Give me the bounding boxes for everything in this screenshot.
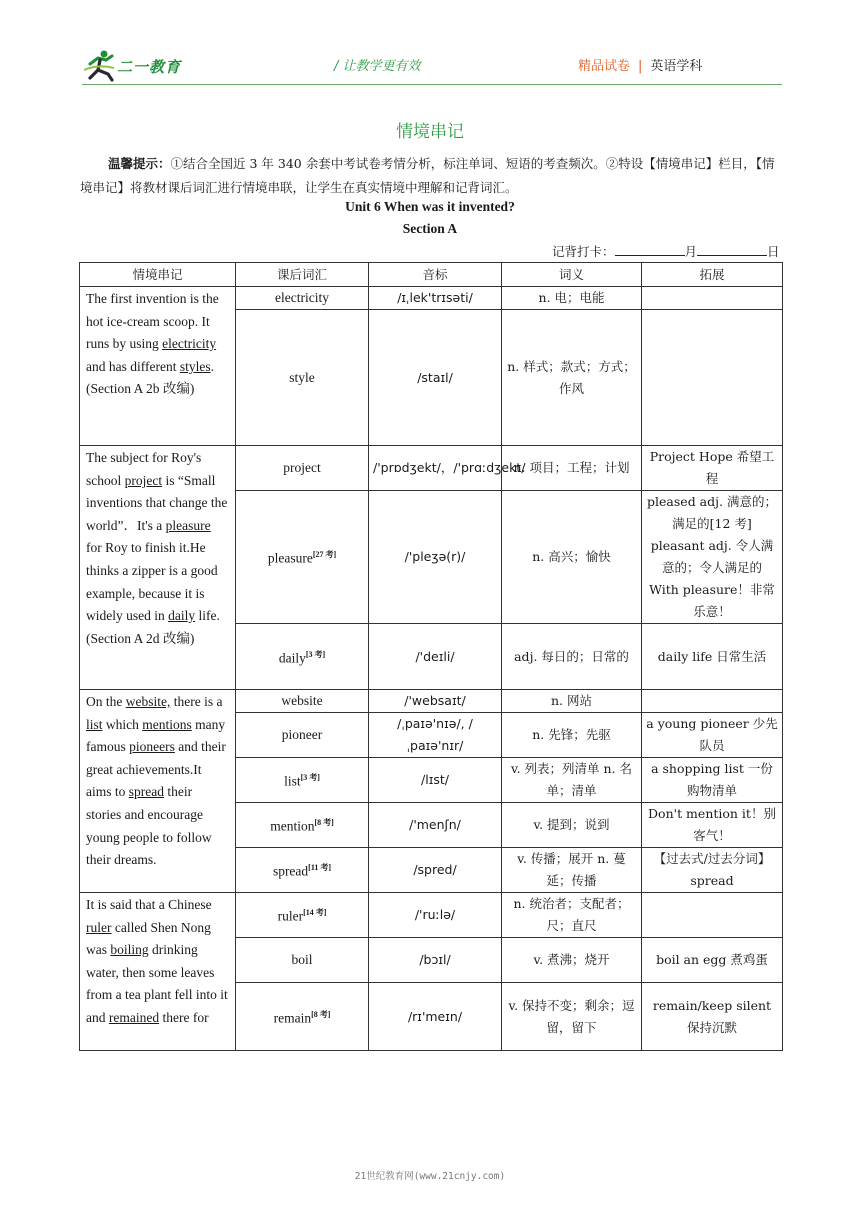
exam-frequency: [11 考] [308,863,332,873]
context-text: for Roy to finish it.He thinks a zipper is a good example, because it is widely used in [86,540,218,624]
context-keyword: list [86,716,103,732]
vocab-meaning: n. 先锋；先驱 [502,713,642,758]
context-text: .(Section A 2b 改编) [86,358,214,397]
vocab-word [236,690,369,713]
vocab-word [236,624,369,690]
context-text: there for [159,1009,209,1025]
vocab-phonetic: /spred/ [369,848,502,893]
table-row [80,690,783,713]
vocab-word-text: boil [291,952,313,967]
header-extension: 拓展 [642,263,783,287]
vocab-extension: Don't mention it！别客气！ [642,803,783,848]
context-keyword: remained [108,1009,160,1025]
context-keyword: project [124,472,163,488]
vocab-word-text: style [289,369,315,385]
page-footer: 21世纪教育网(www.21cnjy.com) [354,1171,506,1182]
context-passage [80,287,236,446]
context-text: and their great achievements.It aims to [86,739,226,800]
day-blank[interactable] [697,245,767,256]
checkin-line [552,242,780,260]
vocab-meaning: v. 列表；列清单 n. 名单；清单 [502,758,642,803]
context-text: drinking water, then some leaves from a tea plant fell into it and [86,942,228,1025]
table-header-row [80,263,783,287]
vocab-extension [642,893,783,938]
vocab-extension: boil an egg 煮鸡蛋 [642,938,783,983]
context-text: is “Small inventions that change the world”．It's a [86,472,228,533]
vocab-meaning: n. 高兴；愉快 [502,491,642,624]
context-keyword: daily [168,608,196,624]
vocab-meaning: n. 样式；款式；方式；作风 [502,310,642,446]
vocab-extension: a young pioneer 少先队员 [642,713,783,758]
exam-frequency: [14 考] [303,908,327,918]
vocab-phonetic: /'deɪli/ [369,624,502,690]
vocab-meaning: v. 保持不变；剩余；逗留，留下 [502,983,642,1051]
vocab-word [236,491,369,624]
brand-logo [84,48,194,82]
vocab-extension [642,690,783,713]
page-header [0,0,860,100]
vocab-word-text: daily [278,650,306,666]
header-word: 课后词汇 [236,263,369,287]
context-text: many famous [86,716,226,755]
vocab-phonetic: /'ruːlə/ [369,893,502,938]
vocab-extension: 【过去式/过去分词】spread [642,848,783,893]
context-passage [80,690,236,893]
vocab-word [236,848,369,893]
vocab-word-text: project [283,460,321,475]
vocab-extension: remain/keep silent 保持沉默 [642,983,783,1051]
vocab-meaning: n. 项目；工程；计划 [502,446,642,491]
vocab-word-text: pioneer [281,727,323,742]
logo-text: 二一教育 [117,58,182,76]
vocab-word [236,983,369,1051]
context-keyword: ruler [86,919,112,935]
vocab-word [236,713,369,758]
context-keyword: styles [179,358,211,374]
table-row [80,446,783,491]
context-keyword: spread [128,784,164,800]
table-row [80,893,783,938]
checkin-month: 月 [684,244,698,259]
header-meaning: 词义 [502,263,642,287]
vocab-phonetic: /'pleʒə(r)/ [369,491,502,624]
context-passage [80,446,236,690]
context-text: life.(Section A 2d 改编) [86,608,220,646]
context-keyword: mentions [142,716,192,732]
vocab-word [236,287,369,310]
context-text: The subject for Roy's school [86,450,202,488]
header-subject-label: 英语学科 [650,59,703,74]
vocab-word-text: mention [270,818,315,834]
vocab-phonetic: /ɪˌlek'trɪsəti/ [369,287,502,310]
header-quality-label: 精品试卷 [578,59,631,74]
header-separator: | [638,59,643,74]
exam-frequency: [8 考] [314,818,334,828]
exam-frequency: [3 考] [305,649,326,659]
table-row [80,287,783,310]
context-text: On the [86,694,126,709]
context-keyword: boiling [110,942,149,958]
vocab-phonetic: /'prɒdʒekt/，/'prɑːdʒekt/ [369,446,502,491]
vocab-word-text: website [281,693,323,708]
tip-text: ①结合全国近 3 年 340 余套中考试卷考情分析，标注单词、短语的考查频次。②特设【情境串记】栏目，【情境串记】将教材课后词汇进行情境串联，让学生在真实情境中理解和记背词汇。 [80,156,775,195]
context-keyword: pioneers [129,739,175,755]
vocab-meaning: v. 提到；说到 [502,803,642,848]
header-phonetic: 音标 [369,263,502,287]
vocab-word-text: electricity [275,290,329,305]
context-text: and has different [86,358,180,374]
vocab-phonetic: /staɪl/ [369,310,502,446]
tip-paragraph [80,152,784,200]
exam-frequency: [8 考] [311,1009,331,1019]
context-passage [80,893,236,1051]
exam-frequency: [27 考] [312,550,337,560]
vocab-word [236,938,369,983]
header-context: 情境串记 [80,263,236,287]
vocab-meaning: n. 网站 [502,690,642,713]
vocab-phonetic: /lɪst/ [369,758,502,803]
vocab-meaning: v. 煮沸；烧开 [502,938,642,983]
vocab-phonetic: /bɔɪl/ [369,938,502,983]
month-blank[interactable] [615,245,685,256]
page-title: 情境串记 [396,122,464,142]
checkin-label: 记背打卡： [552,244,615,259]
vocab-phonetic: /ˌpaɪə'nɪə/, /ˌpaɪə'nɪr/ [369,713,502,758]
checkin-day: 日 [767,244,780,259]
context-text: their stories and encourage young people to follow their dreams. [86,784,212,868]
vocab-phonetic: /'menʃn/ [369,803,502,848]
vocab-word [236,803,369,848]
runner-logo-icon [84,48,118,82]
vocab-word-text: ruler [277,908,304,924]
unit-heading: Unit 6 When was it invented? [345,199,515,214]
context-text: The first invention is the hot ice-cream scoop. It runs by using [86,291,219,352]
vocab-meaning: n. 统治者；支配者；尺；直尺 [502,893,642,938]
header-slogan: / 让教学更有效 [334,59,421,74]
vocab-extension: pleased adj. 满意的；满足的[12 考] pleasant adj. 令人满意的；令人满足的 With pleasure！非常乐意！ [642,491,783,624]
vocab-extension [642,287,783,310]
context-keyword: electricity [162,336,217,352]
vocab-phonetic: /'websaɪt/ [369,690,502,713]
vocab-word-text: pleasure [267,550,313,566]
tip-label: 温馨提示： [108,156,171,171]
vocab-word-text: spread [272,863,309,879]
vocab-meaning: n. 电；电能 [502,287,642,310]
header-divider [82,84,782,85]
vocab-extension: Project Hope 希望工程 [642,446,783,491]
vocab-extension: a shopping list 一份购物清单 [642,758,783,803]
vocab-meaning: v. 传播；展开 n. 蔓延；传播 [502,848,642,893]
vocab-meaning: adj. 每日的；日常的 [502,624,642,690]
vocab-word [236,446,369,491]
vocab-word [236,758,369,803]
context-keyword: pleasure [165,517,211,533]
vocab-word [236,893,369,938]
table-body [80,287,783,1051]
section-heading: Section A [402,221,458,236]
vocab-word-text: list [284,773,301,789]
context-text: there is a [170,694,223,709]
vocab-extension [642,310,783,446]
exam-frequency: [3 考] [300,773,320,783]
vocab-extension: daily life 日常生活 [642,624,783,690]
vocab-table [79,262,783,1051]
vocab-word-text: remain [273,1010,312,1026]
context-text: It is said that a Chinese [86,897,212,912]
context-text: called Shen Nong was [86,919,211,958]
header-subject [578,55,702,74]
context-text: which [102,716,143,732]
vocab-word [236,310,369,446]
context-keyword: website, [125,694,171,709]
vocab-phonetic: /rɪ'meɪn/ [369,983,502,1051]
